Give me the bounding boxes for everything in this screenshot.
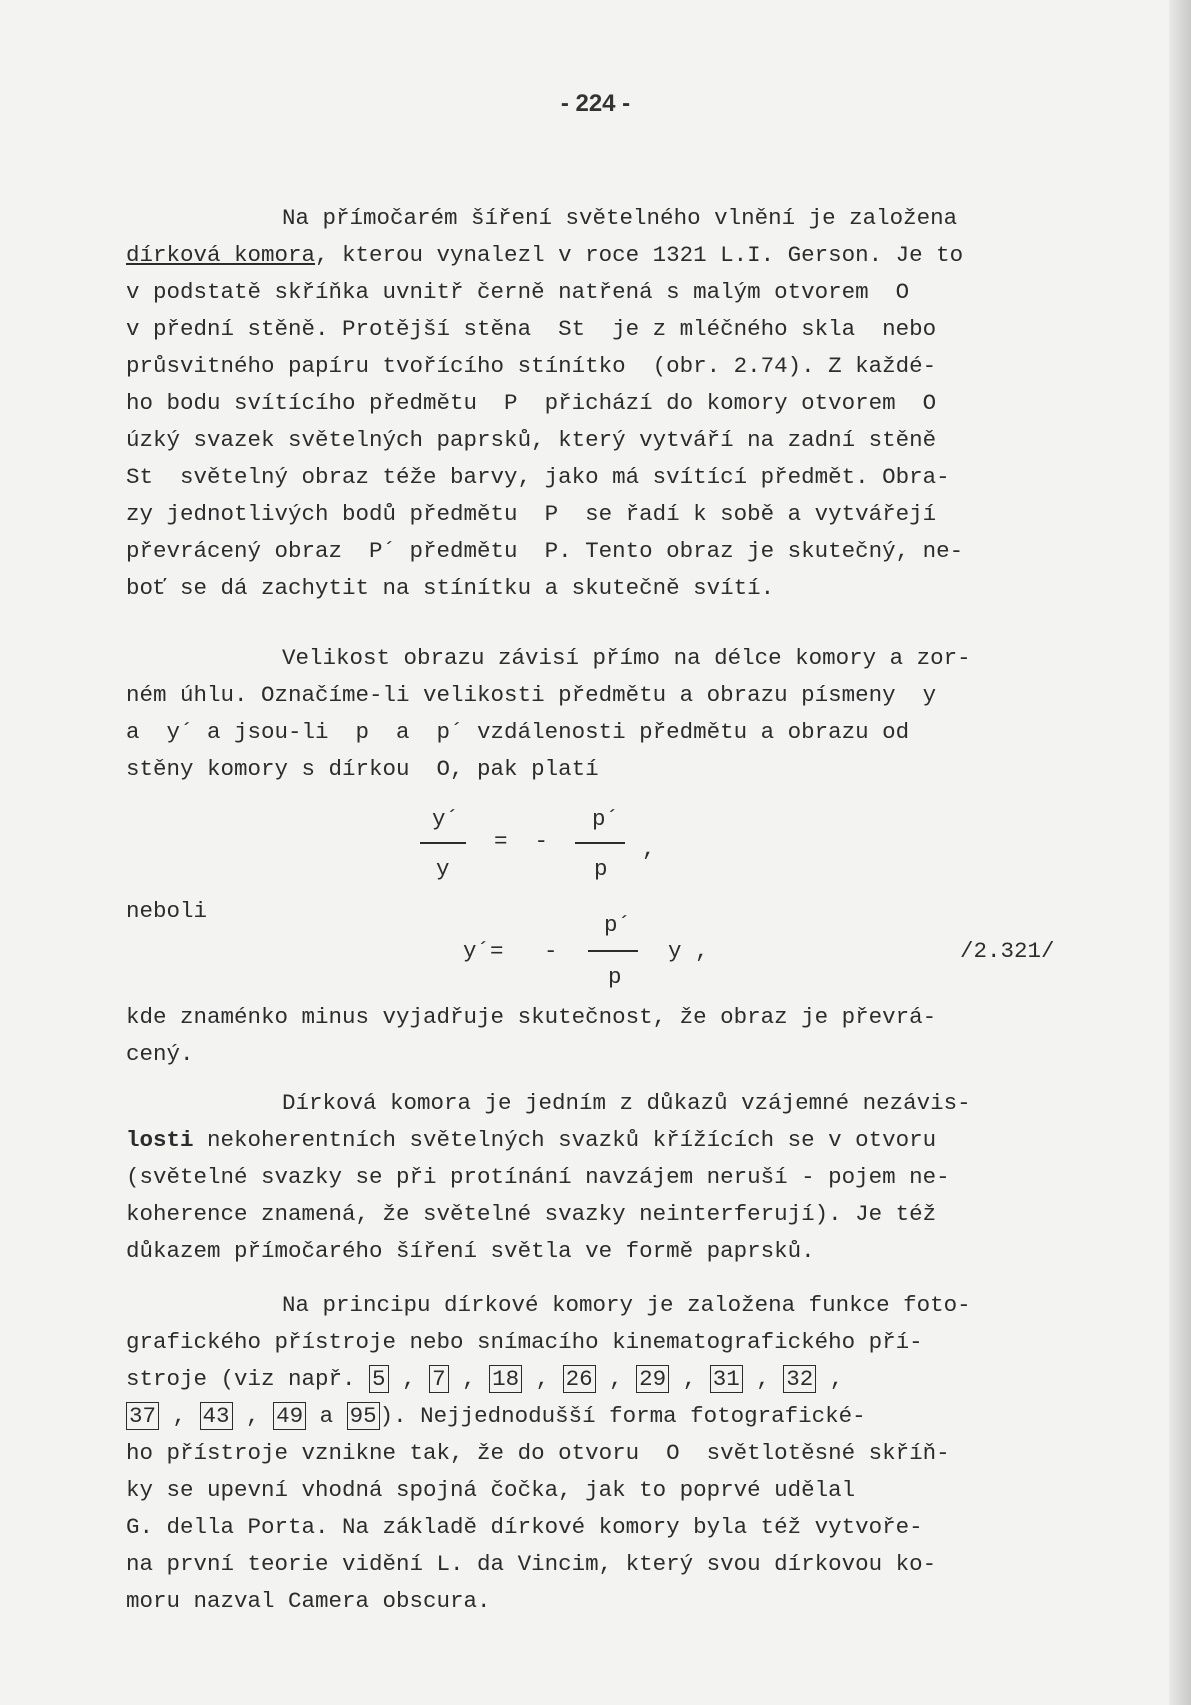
equation-number: /2.321/ (960, 938, 1055, 964)
eq2-den: p (608, 964, 622, 990)
para3-line1: kde znaménko minus vyjadřuje skutečnost, že obraz je převrá- (126, 1004, 937, 1030)
para4-line2: losti nekoherentních světelných svazků křížících se v otvoru (126, 1127, 937, 1153)
citation-ref: 37 (126, 1402, 159, 1430)
para5-line9: moru nazval Camera obscura. (126, 1588, 491, 1614)
citation-ref: 32 (783, 1365, 816, 1393)
citation-ref: 29 (636, 1365, 669, 1393)
eq1-den-right: p (594, 856, 608, 882)
eq1-fraction-bar-left (420, 842, 466, 844)
para5-line5: ho přístroje vznikne tak, že do otvoru O světlotěsné skříň- (126, 1440, 950, 1466)
citation-ref: 95 (347, 1402, 380, 1430)
citation-ref: 5 (369, 1365, 389, 1393)
eq1-comma: , (642, 836, 656, 862)
citation-ref: 49 (273, 1402, 306, 1430)
para2-line1: Velikost obrazu závisí přímo na délce komory a zor- (282, 645, 971, 671)
para5-line8: na první teorie vidění L. da Vincim, který svou dírkovou ko- (126, 1551, 937, 1577)
para2-line4: stěny komory s dírkou O, pak platí (126, 756, 599, 782)
para1-line3: v podstatě skříňka uvnitř černě natřená s malým otvorem O (126, 279, 910, 305)
neboli: neboli (126, 898, 208, 924)
page-edge-shadow (1169, 0, 1191, 1705)
para1-line10: převrácený obraz P´ předmětu P. Tento obraz je skutečný, ne- (126, 538, 964, 564)
para4-line5: důkazem přímočarého šíření světla ve formě paprsků. (126, 1238, 815, 1264)
citation-ref: 7 (429, 1365, 449, 1393)
eq1-den-left: y (436, 856, 450, 882)
para5-line3: stroje (viz např. 5 , 7 , 18 , 26 , 29 , 31 , 32 , (126, 1366, 844, 1392)
eq1-fraction-bar-right (575, 842, 625, 844)
para3-line2: cený. (126, 1041, 194, 1067)
eq2-lhs: y´= - (463, 938, 558, 964)
eq2-fraction-bar (588, 950, 638, 952)
eq2-num: p´ (604, 912, 632, 938)
para5-line6: ky se upevní vhodná spojná čočka, jak to poprvé udělal (126, 1477, 856, 1503)
para1-line11: boť se dá zachytit na stínítku a skutečně svítí. (126, 575, 775, 601)
eq2-rhs: y , (668, 938, 709, 964)
para1-line9: zy jednotlivých bodů předmětu P se řadí k sobě a vytvářejí (126, 501, 937, 527)
para1-line7: úzký svazek světelných paprsků, který vytváří na zadní stěně (126, 427, 937, 453)
para2-line2: ném úhlu. Označíme-li velikosti předmětu a obrazu písmeny y (126, 682, 937, 708)
para1-line4: v přední stěně. Protější stěna St je z mléčného skla nebo (126, 316, 937, 342)
citation-ref: 18 (489, 1365, 522, 1393)
citation-ref: 31 (710, 1365, 743, 1393)
para5-line7: G. della Porta. Na základě dírkové komory byla též vytvoře- (126, 1514, 923, 1540)
para5-line1: Na principu dírkové komory je založena funkce foto- (282, 1292, 971, 1318)
para1-line5: průsvitného papíru tvořícího stínítko (obr. 2.74). Z každé- (126, 353, 937, 379)
para1-line8: St světelný obraz téže barvy, jako má svítící předmět. Obra- (126, 464, 950, 490)
term-dirkova-komora: dírková komora (126, 242, 316, 268)
para1-line2: dírková komora, kterou vynalezl v roce 1321 L.I. Gerson. Je to (126, 242, 964, 268)
para4-line1: Dírková komora je jedním z důkazů vzájemné nezávis- (282, 1090, 971, 1116)
para5-line4: 37 , 43 , 49 a 95 ). Nejjednodušší forma fotografické- (126, 1401, 866, 1431)
page-number: - 224 - (560, 90, 631, 117)
para1-line6: ho bodu svítícího předmětu P přichází do komory otvorem O (126, 390, 937, 416)
para2-line3: a y´ a jsou-li p a p´ vzdálenosti předmětu a obrazu od (126, 719, 910, 745)
eq1-num-left: y´ (432, 806, 460, 832)
citation-ref: 26 (563, 1365, 596, 1393)
para1-line1: Na přímočarém šíření světelného vlnění je založena (282, 205, 958, 231)
para4-line4: koherence znamená, že světelné svazky neinterferují). Je též (126, 1201, 937, 1227)
citation-ref: 43 (200, 1402, 233, 1430)
eq1-num-right: p´ (592, 806, 620, 832)
eq1-operator: = - (494, 828, 549, 854)
para5-line2: grafického přístroje nebo snímacího kinematografického pří- (126, 1329, 923, 1355)
para4-line3: (světelné svazky se při protínání navzájem neruší - pojem ne- (126, 1164, 950, 1190)
